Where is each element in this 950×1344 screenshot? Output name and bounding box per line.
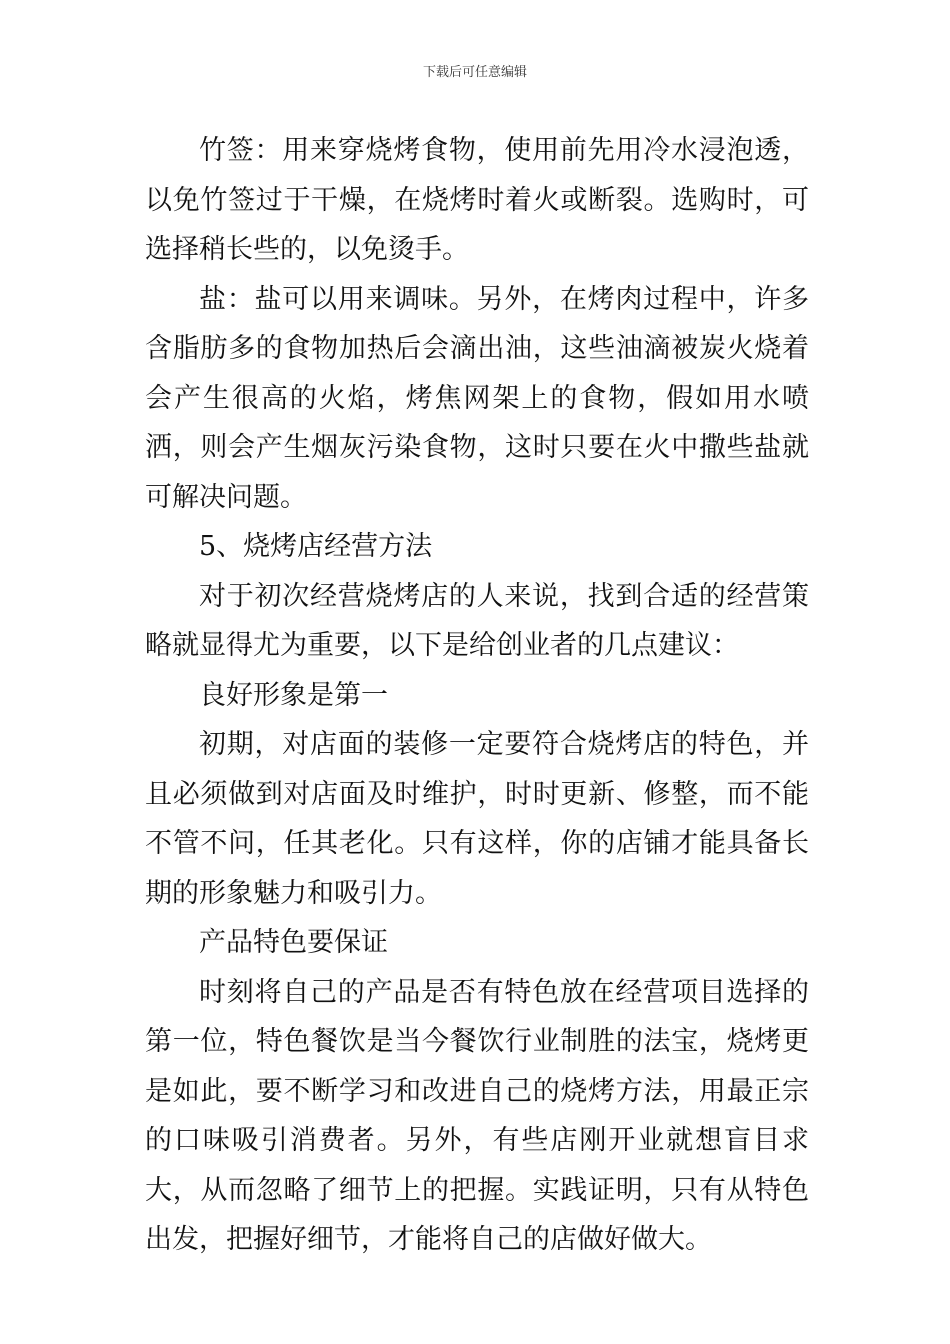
page-header: 下载后可任意编辑 [422,65,527,80]
paragraph-bamboo-skewers: 竹签：用来穿烧烤食物，使用前先用冷水浸泡透，以免竹签过于干燥，在烧烤时着火或断裂。选购时，可选择稍长些的，以免烫手。 [145,135,809,265]
paragraph-intro-advice: 对于初次经营烧烤店的人来说，找到合适的经营策略就显得尤为重要，以下是给创业者的几点建议： [145,580,809,661]
paragraph-product-features: 时刻将自己的产品是否有特色放在经营项目选择的第一位，特色餐饮是当今餐饮行业制胜的法宝，烧烤更是如此，要不断学习和改进自己的烧烤方法，用最正宗的口味吸引消费者。另外，有些店刚开业就想盲目求大，从而忽略了细节上的把握。实践证明，只有从特色出发，把握好细节，才能将自己的店做好做大。 [145,976,809,1255]
paragraph-salt: 盐：盐可以用来调味。另外，在烤肉过程中，许多含脂肪多的食物加热后会滴出油，这些油滴被炭火烧着会产生很高的火焰，烤焦网架上的食物，假如用水喷洒，则会产生烟灰污染食物，这时只要在火中撒些盐就可解决问题。 [145,283,809,513]
subheading-product-features: 产品特色要保证 [199,927,388,958]
paragraph-store-image: 初期，对店面的装修一定要符合烧烤店的特色，并且必须做到对店面及时维护，时时更新、修整，而不能不管不问，任其老化。只有这样，你的店铺才能具备长期的形象魅力和吸引力。 [145,729,809,909]
section-heading-business-methods: 5、烧烤店经营方法 [199,531,433,562]
subheading-good-image: 良好形象是第一 [199,679,388,711]
document-body [145,126,809,1265]
